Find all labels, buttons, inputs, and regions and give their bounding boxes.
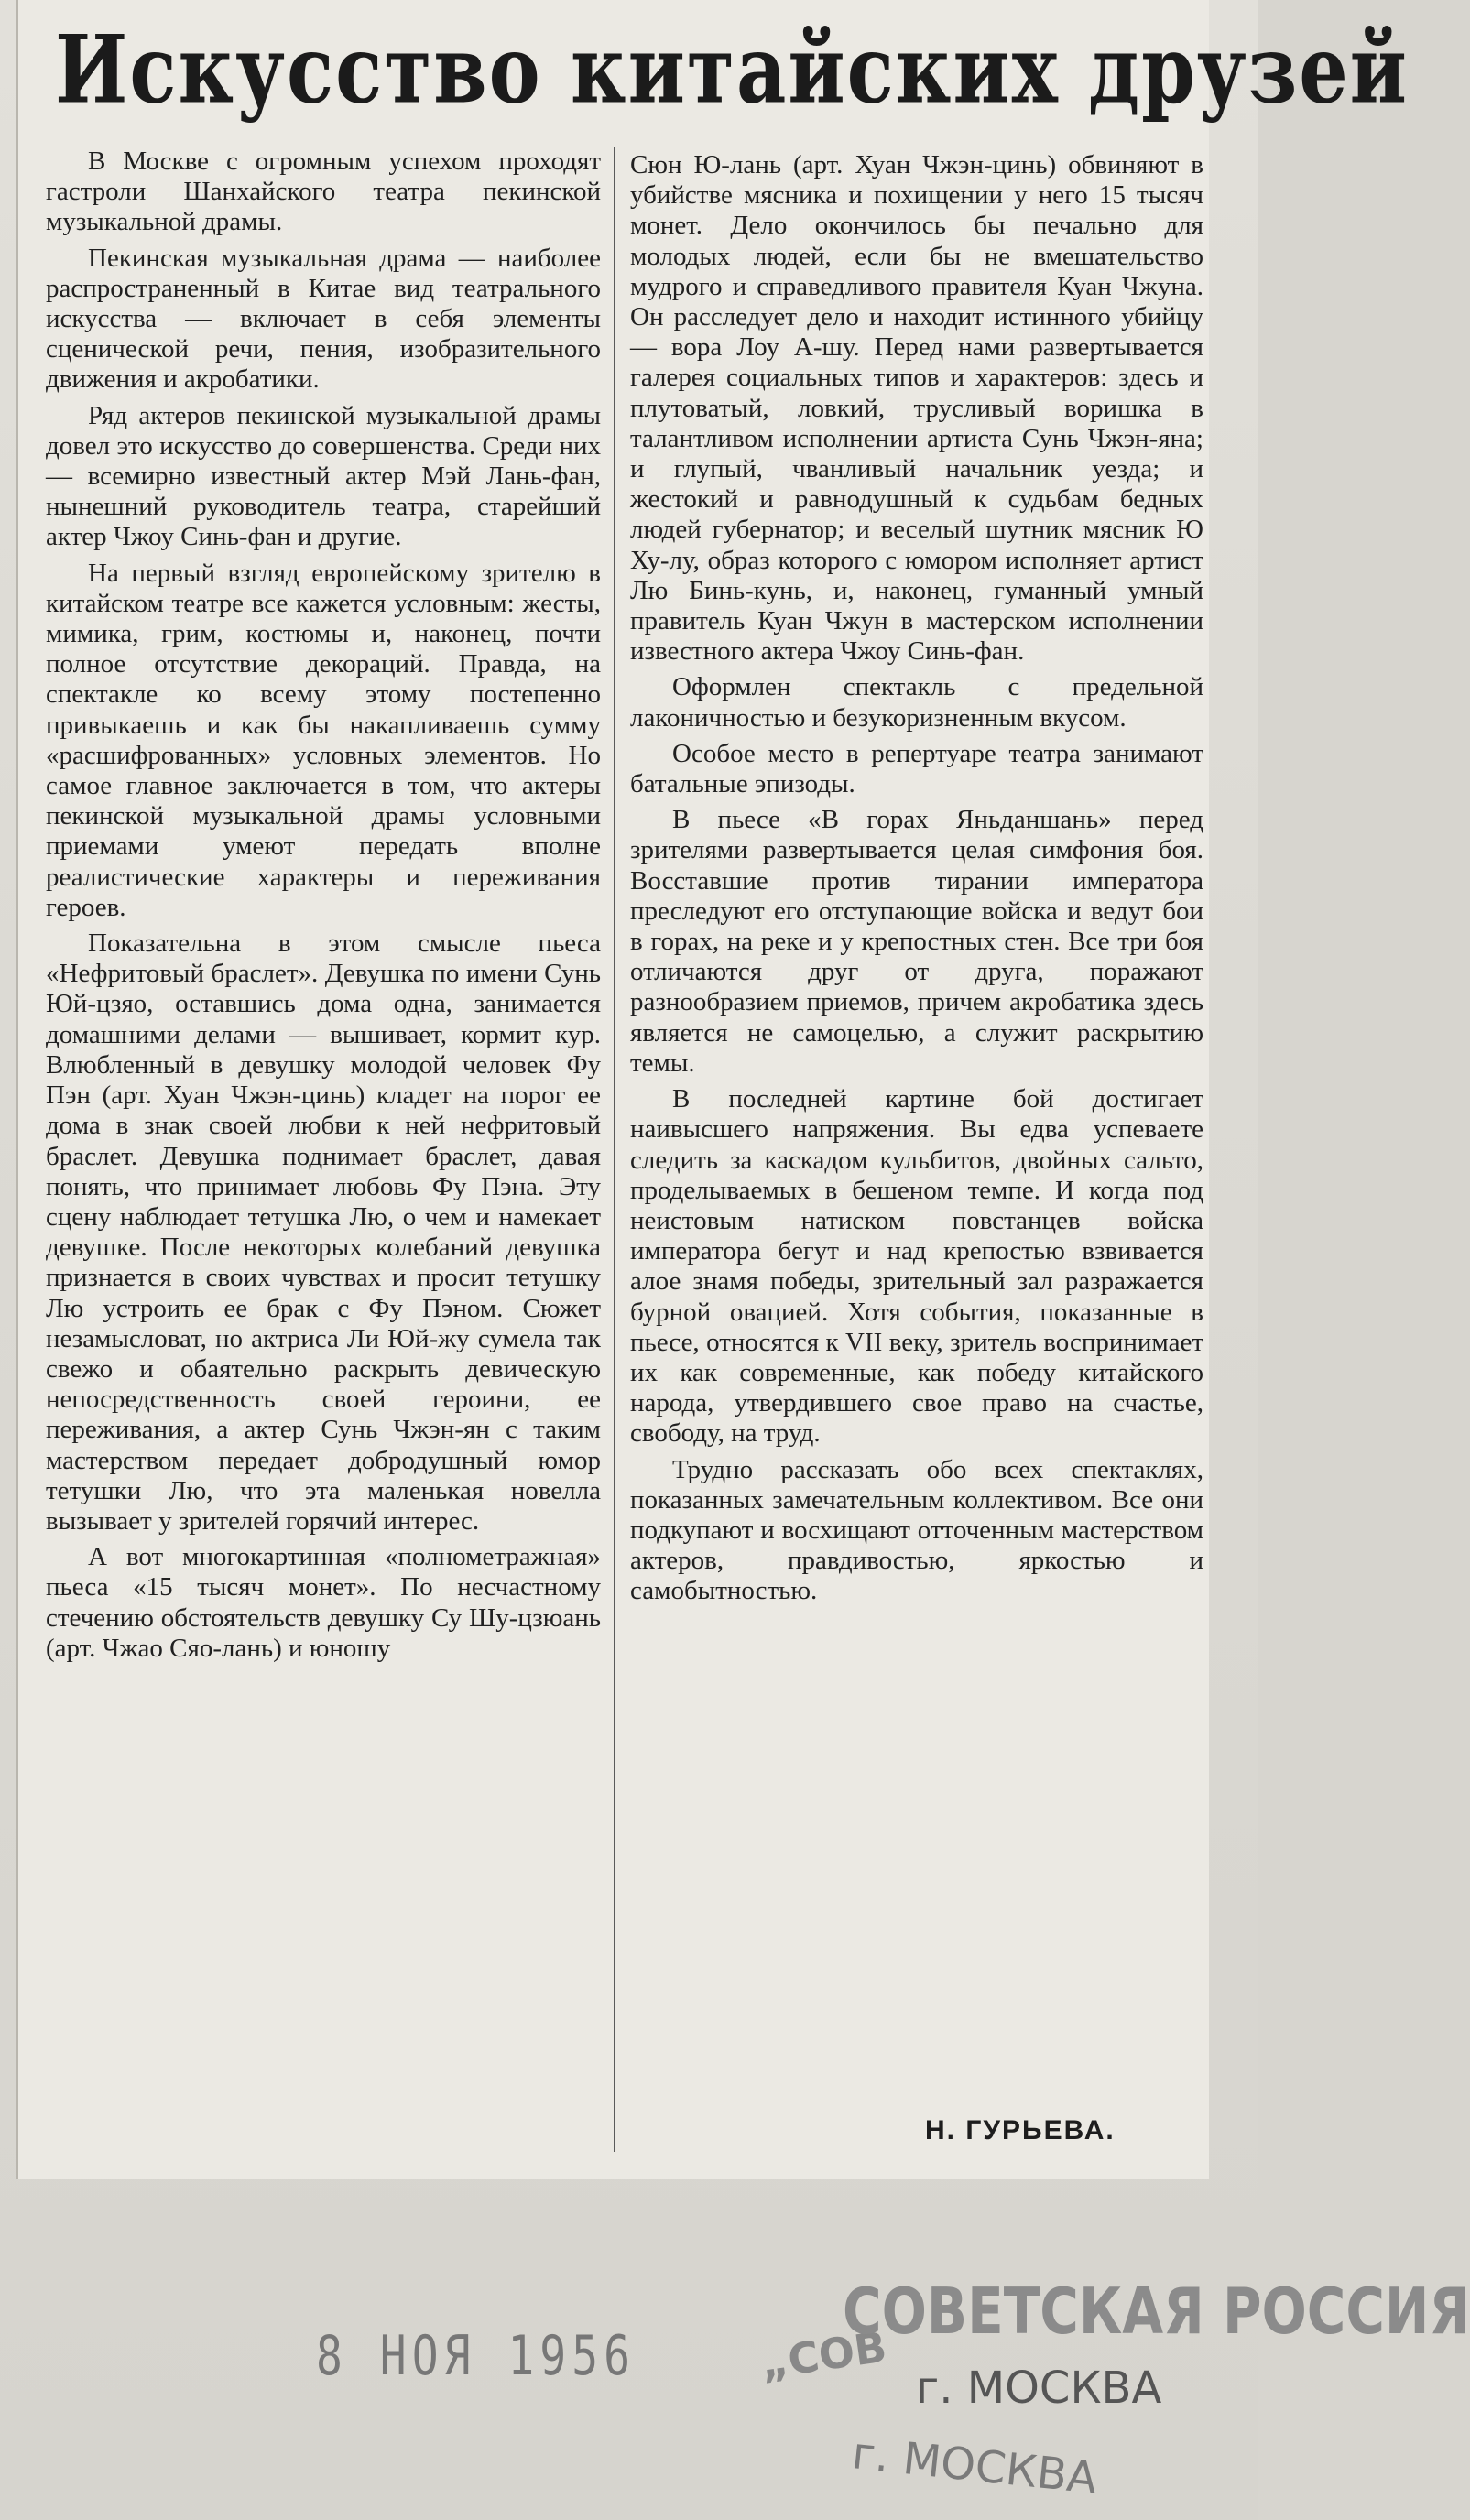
paragraph: Оформлен спектакль с предельной лаконичностью и безукоризненным вкусом. [630, 672, 1203, 733]
paragraph: Трудно рассказать обо всех спектаклях, показанных замечательным коллективом. Все они подкупают и восхищают отточенным мастерством актеров, правдивостью, яркостью и самобытностью. [630, 1454, 1203, 1606]
left-column [46, 147, 601, 1664]
paragraph: Пекинская музыкальная драма — наиболее распространенный в Китае вид театрального искусства — включает в себя элементы сценической речи, пения, изобразительного движения и акробатики. [46, 243, 601, 395]
paragraph: Особое место в репертуаре театра занимают батальные эпизоды. [630, 738, 1203, 799]
date-stamp: 8 НОЯ 1956 [316, 2324, 636, 2388]
paragraph: В пьесе «В горах Яньданшань» перед зрителями развертывается целая симфония боя. Восставшие против тирании императора преследуют его отступающие войска и ведут бои в горах, на реке и у крепостных стен. Все три боя отличаются друг от друга, поражают разнообразием приемов, причем акробатика здесь является не самоцелью, а служит раскрытию темы. [630, 805, 1203, 1078]
city-stamp: г. МОСКВА [916, 2362, 1162, 2414]
column-divider [614, 147, 615, 2152]
paragraph: Сюн Ю-лань (арт. Хуан Чжэн-цинь) обвиняют в убийстве мясника и похищении у него 15 тысяч монет. Дело окончилось бы печально для молодых людей, если бы не вмешательство мудрого и справедливого правителя Куан Чжуна. Он расследует дело и находит истинного убийцу — вора Лоу А-шу. Перед нами развертывается галерея социальных типов и характеров: здесь и плутоватый, ловкий, трусливый воришка в талантливом исполнении артиста Сунь Чжэн-яна; и глупый, чванливый начальник уезда; и жестокий и равнодушный к судьбам бедных людей губернатор; и веселый шутник мясник Ю Ху-лу, образ которого с юмором исполняет артист Лю Бинь-кунь, и, наконец, гуманный умный правитель Куан Чжун в мастерском исполнении известного актера Чжоу Синь-фан. [630, 150, 1203, 667]
paragraph: В последней картине бой достигает наивысшего напряжения. Вы едва успеваете следить за каскадом кульбитов, двойных сальто, проделываемых в бешеном темпе. И когда под неистовым натиском повстанцев войска императора бегут и над крепостью взвивается алое знамя победы, зрительный зал разражается бурной овацией. Хотя события, показанные в пьесе, относятся к VII веку, зритель воспринимает их как современные, как победу китайского народа, утвердившего свое право на счастье, свободу, на труд. [630, 1084, 1203, 1449]
sov-stamp-fragment: „СОВ [757, 2321, 890, 2389]
paragraph: В Москве с огромным успехом проходят гастроли Шанхайского театра пекинской музыкальной драмы. [46, 147, 601, 237]
article-headline: Искусство китайских друзей [55, 14, 1409, 125]
right-column [630, 150, 1203, 1607]
newspaper-clipping [16, 0, 1409, 2179]
paragraph: Ряд актеров пекинской музыкальной драмы довел это искусство до совершенства. Среди них — всемирно известный актер Мэй Лань-фан, нынешний руководитель театра, старейший актер Чжоу Синь-фан и другие. [46, 400, 601, 552]
author-signature: Н. ГУРЬЕВА. [925, 2115, 1116, 2145]
paragraph: На первый взгляд европейскому зрителю в китайском театре все кажется условным: жесты, мимика, грим, костюмы и, наконец, почти полное отсутствие декораций. Правда, на спектакле ко всему этому постепенно привыкаешь и как бы накапливаешь сумму «расшифрованных» условных элементов. Но самое главное заключается в том, что актеры пекинской музыкальной драмы условными приемами умеют передать вполне реалистические характеры и переживания героев. [46, 558, 601, 922]
organization-stamp: СОВЕТСКАЯ РОССИЯ [843, 2274, 1470, 2349]
city-stamp-repeat: г. МОСКВА [849, 2428, 1100, 2504]
paragraph: Показательна в этом смысле пьеса «Нефритовый браслет». Девушка по имени Сунь Юй-цзяо, оставшись дома одна, занимается домашними делами — вышивает, кормит кур. Влюбленный в девушку молодой человек Фу Пэн (арт. Хуан Чжэн-цинь) кладет на порог ее дома в знак своей любви к ней нефритовый браслет. Девушка поднимает браслет, давая понять, что принимает любовь Фу Пэна. Эту сцену наблюдает тетушка Лю, о чем и намекает девушке. После некоторых колебаний девушка признается в своих чувствах и просит тетушку Лю устроить ее брак с Фу Пэном. Сюжет незамысловат, но актриса Ли Юй-жу сумела так свежо и обаятельно раскрыть девическую непосредственность своей героини, ее переживания, а актер Сунь Чжэн-ян с таким мастерством передает добродушный юмор тетушки Лю, что эта маленькая новелла вызывает у зрителей горячий интерес. [46, 929, 601, 1536]
paragraph: А вот многокартинная «полнометражная» пьеса «15 тысяч монет». По несчастному стечению обстоятельств девушку Су Шу-цзюань (арт. Чжао Сяо-лань) и юношу [46, 1542, 601, 1663]
